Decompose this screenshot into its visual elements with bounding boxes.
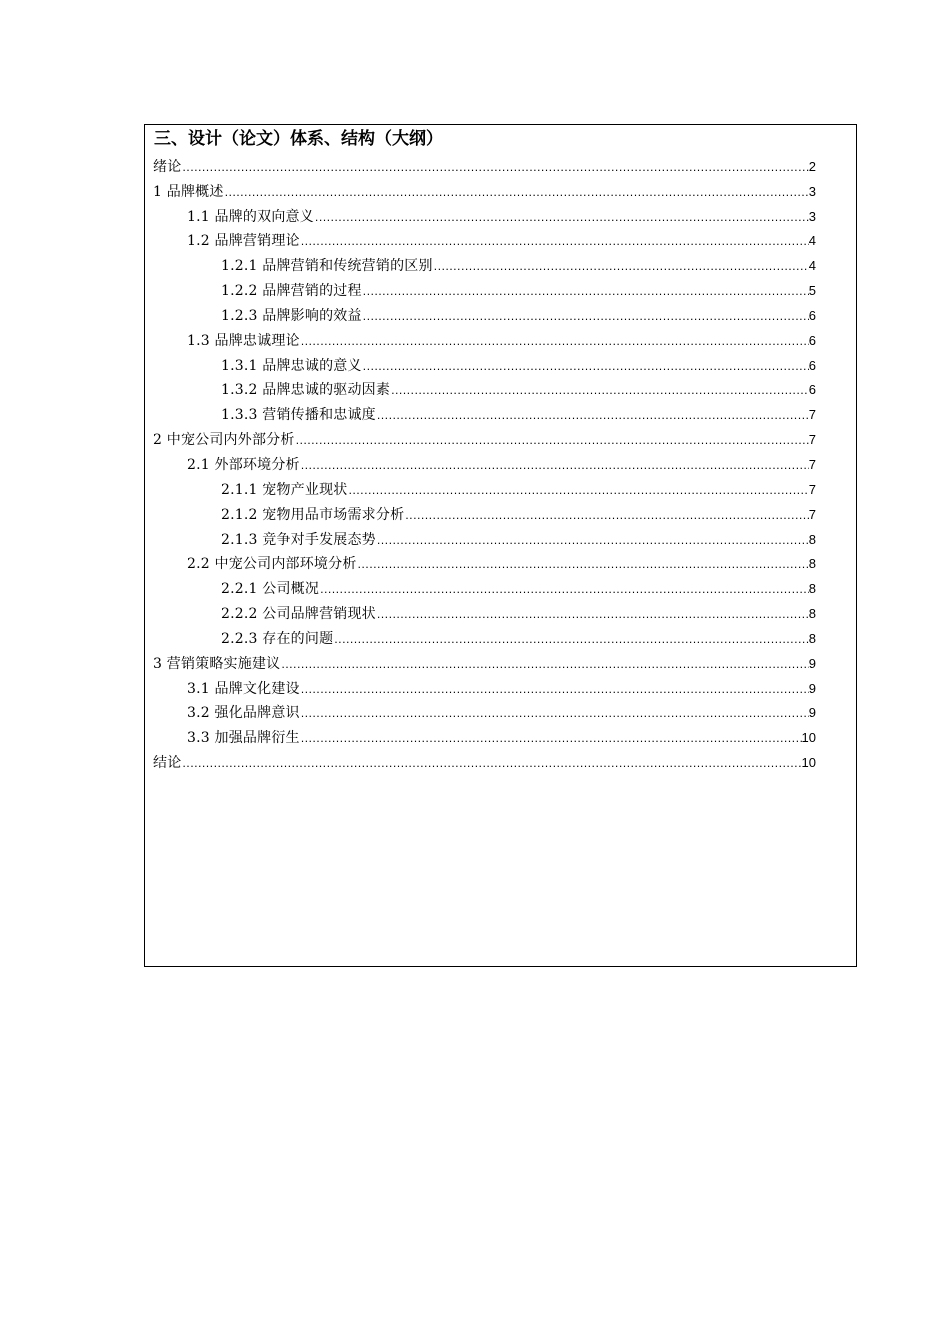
- toc-entry[interactable]: [153, 351, 816, 376]
- toc-leader-dots: [300, 705, 809, 723]
- toc-entry-page: 8: [808, 630, 816, 646]
- toc-entry[interactable]: [153, 525, 816, 550]
- toc-entry-page: 7: [808, 481, 816, 497]
- toc-entry-label: 2.1.1 宠物产业现状: [221, 481, 348, 498]
- toc-entry[interactable]: [153, 326, 816, 351]
- toc-leader-dots: [376, 606, 809, 624]
- toc-entry-label: 1.3.1 品牌忠诚的意义: [221, 357, 362, 374]
- toc-entry[interactable]: [153, 599, 816, 624]
- toc-entry-page: 2: [808, 158, 816, 174]
- toc-entry[interactable]: [153, 450, 816, 475]
- toc-entry[interactable]: [153, 723, 816, 748]
- toc-entry[interactable]: [153, 748, 816, 773]
- toc-entry-page: 6: [808, 307, 816, 323]
- toc-entry-page: 3: [808, 183, 816, 199]
- toc-entry-page: 7: [808, 432, 816, 448]
- section-heading: 三、设计（论文）体系、结构（大纲）: [154, 129, 443, 149]
- toc-entry-label: 1.3.3 营销传播和忠诚度: [221, 407, 376, 424]
- toc-entry-page: 6: [808, 382, 816, 398]
- toc-entry[interactable]: [153, 177, 816, 202]
- toc-entry[interactable]: [153, 649, 816, 674]
- toc-entry[interactable]: [153, 674, 816, 699]
- toc-leader-dots: [362, 358, 809, 376]
- toc-entry-label: 1.1 品牌的双向意义: [187, 208, 314, 225]
- toc-leader-dots: [433, 258, 809, 276]
- toc-leader-dots: [224, 184, 809, 202]
- toc-leader-dots: [181, 159, 808, 177]
- toc-entry-label: 1.2.3 品牌影响的效益: [221, 307, 362, 324]
- toc-entry-page: 8: [808, 556, 816, 572]
- toc-entry-label: 2.2.2 公司品牌营销现状: [221, 606, 376, 623]
- toc-entry-label: 2 中宠公司内外部分析: [153, 432, 295, 449]
- toc-leader-dots: [362, 308, 809, 326]
- toc-leader-dots: [362, 283, 809, 301]
- toc-leader-dots: [319, 581, 809, 599]
- toc-leader-dots: [347, 482, 808, 500]
- toc-leader-dots: [314, 209, 809, 227]
- toc-entry-label: 2.2.3 存在的问题: [221, 630, 334, 647]
- toc-leader-dots: [300, 233, 809, 251]
- toc-entry-label: 1.2 品牌营销理论: [187, 233, 300, 250]
- toc-entry-label: 3.2 强化品牌意识: [187, 705, 300, 722]
- toc-entry[interactable]: [153, 475, 816, 500]
- toc-entry-label: 2.1.2 宠物用品市场需求分析: [221, 506, 405, 523]
- toc-entry-page: 9: [808, 680, 816, 696]
- toc-entry-page: 10: [801, 755, 816, 771]
- toc-entry[interactable]: [153, 699, 816, 724]
- toc-entry-label: 绪论: [153, 158, 182, 175]
- toc-entry-page: 4: [808, 233, 816, 249]
- toc-entry-label: 2.1 外部环境分析: [187, 456, 300, 473]
- toc-entry[interactable]: [153, 227, 816, 252]
- toc-leader-dots: [390, 382, 809, 400]
- toc-leader-dots: [333, 631, 808, 649]
- toc-leader-dots: [181, 755, 801, 773]
- toc-entry-label: 1 品牌概述: [153, 183, 224, 200]
- toc-leader-dots: [376, 407, 809, 425]
- toc-entry-label: 2.2 中宠公司内部环境分析: [187, 556, 357, 573]
- toc-leader-dots: [295, 432, 809, 450]
- toc-entry-page: 7: [808, 456, 816, 472]
- toc-entry[interactable]: [153, 574, 816, 599]
- toc-entry-label: 结论: [153, 755, 182, 772]
- toc-entry-page: 9: [808, 705, 816, 721]
- toc-entry-page: 8: [808, 531, 816, 547]
- toc-entry[interactable]: [153, 376, 816, 401]
- toc-leader-dots: [300, 730, 802, 748]
- toc-entry[interactable]: [153, 152, 816, 177]
- toc-leader-dots: [404, 507, 808, 525]
- toc-entry-label: 3 营销策略实施建议: [153, 655, 281, 672]
- toc-entry-page: 10: [801, 730, 816, 746]
- toc-entry[interactable]: [153, 400, 816, 425]
- toc-leader-dots: [300, 333, 809, 351]
- toc-leader-dots: [300, 457, 809, 475]
- toc-entry[interactable]: [153, 276, 816, 301]
- table-of-contents: [153, 152, 816, 773]
- toc-entry[interactable]: [153, 202, 816, 227]
- toc-entry[interactable]: [153, 550, 816, 575]
- toc-leader-dots: [300, 681, 809, 699]
- toc-entry-page: 7: [808, 407, 816, 423]
- toc-entry[interactable]: [153, 251, 816, 276]
- toc-entry-label: 2.2.1 公司概况: [221, 581, 320, 598]
- toc-entry-page: 8: [808, 581, 816, 597]
- toc-entry-label: 1.3 品牌忠诚理论: [187, 332, 300, 349]
- toc-entry[interactable]: [153, 624, 816, 649]
- toc-entry-label: 3.1 品牌文化建设: [187, 680, 300, 697]
- toc-entry-page: 8: [808, 606, 816, 622]
- outline-box: [144, 124, 857, 967]
- toc-leader-dots: [280, 656, 808, 674]
- toc-entry-page: 7: [808, 506, 816, 522]
- toc-entry-label: 3.3 加强品牌衍生: [187, 730, 300, 747]
- toc-entry-page: 3: [808, 208, 816, 224]
- toc-entry-label: 1.3.2 品牌忠诚的驱动因素: [221, 382, 391, 399]
- toc-entry-page: 4: [808, 258, 816, 274]
- toc-entry-page: 5: [808, 283, 816, 299]
- toc-entry[interactable]: [153, 301, 816, 326]
- toc-entry[interactable]: [153, 500, 816, 525]
- toc-entry[interactable]: [153, 425, 816, 450]
- toc-entry-page: 6: [808, 357, 816, 373]
- toc-leader-dots: [357, 556, 809, 574]
- toc-entry-page: 9: [808, 655, 816, 671]
- toc-entry-label: 1.2.1 品牌营销和传统营销的区别: [221, 258, 433, 275]
- toc-entry-label: 2.1.3 竞争对手发展态势: [221, 531, 376, 548]
- toc-leader-dots: [376, 532, 809, 550]
- toc-entry-page: 6: [808, 332, 816, 348]
- toc-entry-label: 1.2.2 品牌营销的过程: [221, 283, 362, 300]
